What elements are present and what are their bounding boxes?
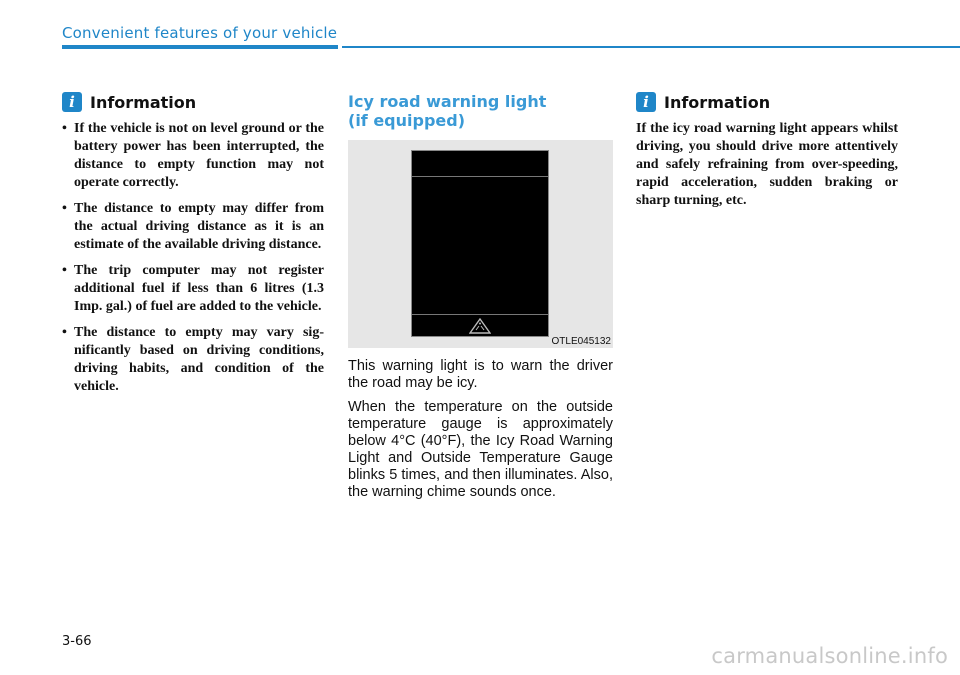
section-title-line2: (if equipped)	[348, 111, 466, 130]
info-heading	[636, 92, 898, 112]
info-title: Information	[90, 92, 197, 112]
header-rule-thin	[342, 46, 960, 48]
icy-road-warning-icon	[469, 318, 491, 334]
display-divider-top	[412, 176, 548, 177]
body-paragraph: This warning light is to warn the driver the road may be icy.	[348, 358, 613, 391]
icy-road-section	[348, 92, 613, 508]
info-heading	[62, 92, 324, 112]
header-rule-thick	[62, 45, 338, 49]
section-title-line1: Icy road warning light	[348, 92, 547, 111]
page-number: 3-66	[62, 634, 92, 649]
right-info-column	[636, 92, 898, 210]
figure-code: OTLE045132	[551, 336, 611, 347]
body-paragraph: When the temperature on the outside temperature gauge is approximately below 4°C (40°F), the Icy Road Warning Light and Outside Temperature Gauge blinks 5 times, and then illuminates. Also, the warning chime sounds once.	[348, 399, 613, 500]
section-header-title: Convenient features of your vehicle	[62, 24, 338, 42]
info-title: Information	[664, 92, 771, 112]
left-info-column	[62, 92, 324, 404]
display-divider-bottom	[412, 314, 548, 315]
info-paragraph: If the icy road warning light appears whilst driving, you should drive more attentively and safely refraining from over-speeding, rapid acceleration, sudden braking or sharp turning, etc.	[636, 121, 898, 208]
info-icon: i	[636, 92, 656, 112]
cluster-figure	[348, 140, 613, 348]
info-bullet-item: • The distance to empty may differ from the actual driving distance as it is an estimate of the available driving distance.	[62, 200, 324, 254]
info-bullet-item: • The trip computer may not register additional fuel if less than 6 litres (1.3 Imp. gal.) of fuel are added to the vehicle.	[62, 262, 324, 316]
watermark: carmanualsonline.info	[711, 644, 948, 668]
info-bullet-item: • The distance to empty may vary significantly based on driving conditions, driving habits, and condition of the vehicle.	[62, 324, 324, 396]
info-bullet-list	[62, 120, 324, 396]
section-title	[348, 92, 613, 130]
info-icon: i	[62, 92, 82, 112]
info-bullet-item: • If the vehicle is not on level ground or the battery power has been interrupted, the distance to empty function may not operate correctly.	[62, 120, 324, 192]
cluster-display	[411, 150, 549, 337]
